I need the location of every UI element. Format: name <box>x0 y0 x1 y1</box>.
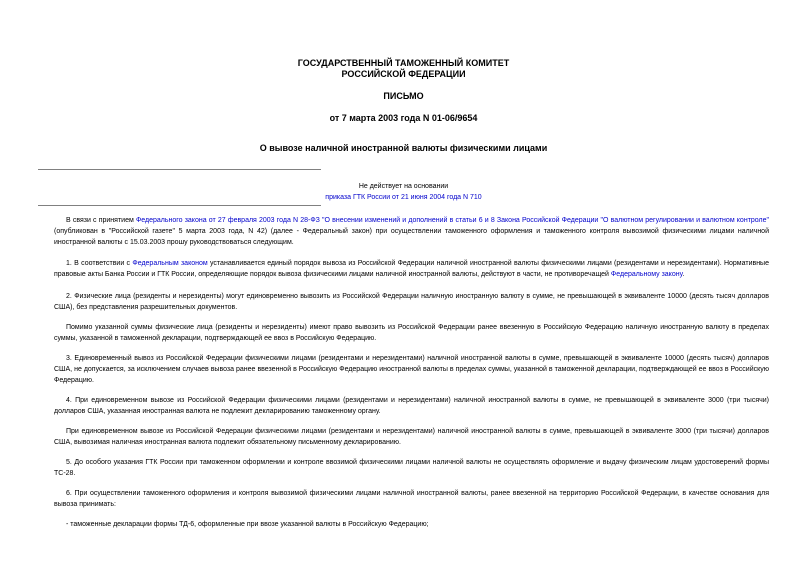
divider-bottom <box>38 205 321 206</box>
p1-link-federal-law-2[interactable]: Федеральному закону <box>610 271 683 278</box>
issuer-line-2: РОССИЙСКОЙ ФЕДЕРАЦИИ <box>341 69 466 79</box>
intro-text-1: В связи с принятием <box>66 217 136 224</box>
federal-law-link[interactable]: Федерального закона от 27 февраля 2003 года N 28-ФЗ "О внесении изменений и дополнений в статьи 6 и 8 Закона Российской Федерации "О валютном регулировании и валютном контроле" <box>135 217 769 224</box>
paragraph-6-item: - таможенные декларации формы ТД-6, оформленные при ввозе указанной валюты в Российскую Федерацию; <box>66 521 429 528</box>
paragraph-4-supplement: При единовременном вывозе из Российской Федерации физическими лицами (резидентами и нерезидентами) наличной иностранной валюты в сумме, превышающей в эквиваленте 3000 (три тысячи) долларов США, вывозимая наличная иностранная валюта подлежит обязательному письменному декларированию. <box>54 428 769 446</box>
paragraph-2-supplement: Помимо указанной суммы физические лица (резиденты и нерезиденты) имеют право вывозить из Российской Федерации ранее ввезенную в Российскую Федерацию наличную иностранную валюту в пределах суммы, указанной в таможенной декларации, подтверждающей ее ввоз в Российскую Федерацию. <box>54 324 769 342</box>
divider-top <box>38 169 321 170</box>
issuer-line-1: ГОСУДАРСТВЕННЫЙ ТАМОЖЕННЫЙ КОМИТЕТ <box>297 58 510 68</box>
intro-text-2: (опубликован в "Российской газете" 5 марта 2003 года, N 42) (далее - Федеральный закон) при осуществлении таможенного оформления и таможенного контроля вывозимой физическими лицами наличной иностранной валюты с 15.03.2003 прошу руководствоваться следующим. <box>54 228 769 246</box>
p1-link-federal-law[interactable]: Федеральным законом <box>132 260 208 267</box>
paragraph-2: 2. Физические лица (резиденты и нерезиденты) могут единовременно вывозить из Российской Федерации наличную иностранную валюту в сумме, не превышающей в эквиваленте 10000 (десять тысяч долларов США), без представления разрешительных документов. <box>54 293 769 311</box>
paragraph-3: 3. Единовременный вывоз из Российской Федерации физическими лицами (резидентами и нерезидентами) наличной иностранной валюты в сумме, превышающей в эквиваленте 10000 (десять тысяч) долларов США, не допускается, за исключением случаев вывоза ранее ввезенной в Российскую Федерацию иностранной валюты в пределах суммы, указанной в таможенной декларации, подтверждающей ее ввоз в Российскую Федерацию. <box>54 355 769 384</box>
status-note-link[interactable]: приказа ГТК России от 21 июня 2004 года N 710 <box>325 194 482 201</box>
p1-text-1: 1. В соответствии с <box>66 260 133 267</box>
paragraph-5: 5. До особого указания ГТК России при таможенном оформлении и контроле ввозимой физическими лицами наличной валюты не осуществлять оформление и выдачу физическим лицам удостоверений формы ТС-28. <box>54 459 769 477</box>
paragraph-1 <box>54 258 769 280</box>
status-note <box>0 181 807 203</box>
document-type: ПИСЬМО <box>383 91 424 101</box>
paragraph-6: 6. При осуществлении таможенного оформления и контроля вывозимой физическими лицами наличной иностранной валюты, ранее ввезенной на территорию Российской Федерации, в качестве основания для вывоза принимать: <box>54 490 769 508</box>
p1-text-3: . <box>682 271 685 278</box>
p1-text-2: устанавливается единый порядок вывоза из Российской Федерации наличной иностранной валюты физическими лицами (резидентами и нерезидентами). Нормативные правовые акты Банка России и ГТК России, определяющие порядок вывоза физическими лицами наличной иностранной валюты, действуют в части, не противоречащей <box>54 260 769 278</box>
paragraph-4: 4. При единовременном вывозе из Российской Федерации физическими лицами (резидентами и нерезидентами) наличной иностранной валюты в сумме, не превышающей в эквиваленте 3000 (три тысячи) долларов США, указанная иностранная валюта не подлежит декларированию таможенному органу. <box>54 397 769 415</box>
status-note-text: Не действует на основании <box>358 183 449 190</box>
document-title: О вывозе наличной иностранной валюты физическими лицами <box>259 143 548 153</box>
document-date: от 7 марта 2003 года N 01-06/9654 <box>329 113 478 123</box>
paragraph-intro <box>54 215 769 248</box>
